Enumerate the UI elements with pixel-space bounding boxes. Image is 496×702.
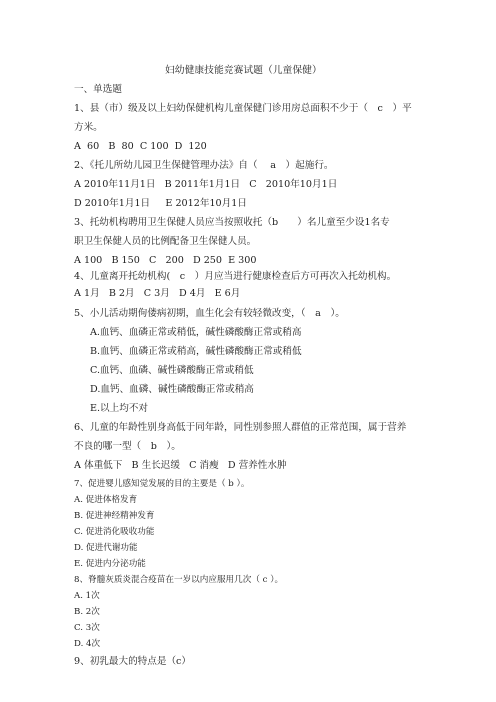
q5-option-a: A.血钙、血磷正常或稍低，碱性磷酸酶正常或稍高 xyxy=(90,327,302,338)
q7-stem: 7、促进婴儿感知觉发展的目的主要是（ b ）。 xyxy=(74,479,250,489)
q1-stem-line2: 方米。 xyxy=(74,122,103,133)
section-heading: 一、单选题 xyxy=(74,84,122,95)
q4-options: A 1月 B 2月 C 3月 D 4月 E 6月 xyxy=(74,288,241,299)
q6-options: A 体重低下 B 生长迟缓 C 消瘦 D 营养性水肿 xyxy=(74,460,287,471)
q6-stem-line2: 不良的哪一型（ b ）。 xyxy=(74,441,181,452)
q7-option-b: B. 促进神经精神发育 xyxy=(74,511,155,521)
q2-stem: 2、《托儿所幼儿园卫生保健管理办法》自（ a ）起施行。 xyxy=(74,160,334,171)
q9-stem: 9、初乳最大的特点是（c） xyxy=(74,656,192,667)
q1-stem-line1: 1、县（市）级及以上妇幼保健机构儿童保健门诊用房总面积不少于（ c ）平 xyxy=(74,103,412,114)
q5-option-c: C.血钙、血磷、碱性磷酸酶正常或稍低 xyxy=(90,365,254,376)
q3-stem-line1: 3、托幼机构聘用卫生保健人员应当按照收托（b ）名儿童至少设1名专 xyxy=(74,217,390,228)
q3-options: A 100 B 150 C 200 D 250 E 300 xyxy=(74,255,257,266)
q8-option-a: A. 1次 xyxy=(74,591,100,601)
q1-options: A 60 B 80 C 100 D 120 xyxy=(74,141,207,152)
q8-stem: 8、脊髓灰质炎混合疫苗在一岁以内应服用几次（ c ）。 xyxy=(74,575,284,585)
q6-stem-line1: 6、儿童的年龄性别身高低于同年龄，同性别参照人群值的正常范围，属于营养 xyxy=(74,422,407,433)
q8-option-b: B. 2次 xyxy=(74,607,100,617)
page-title: 妇幼健康技能竞赛试题（儿童保健） xyxy=(165,65,322,76)
q4-stem: 4、儿童离开托幼机构( c ）月应当进行健康检查后方可再次入托幼机构。 xyxy=(74,271,397,282)
q7-option-d: D. 促进代谢功能 xyxy=(74,543,138,553)
q2-options-line1: A 2010年11月1日 B 2011年1月1日 C 2010年10月1日 xyxy=(74,179,338,190)
q5-option-d: D.血钙、血磷、碱性磷酸酶正常或稍高 xyxy=(90,384,254,395)
q8-option-c: C. 3次 xyxy=(74,623,100,633)
q5-option-b: B.血钙、血磷正常或稍高，碱性磷酸酶正常或稍低 xyxy=(90,346,302,357)
q7-option-a: A. 促进体格发育 xyxy=(74,495,138,505)
q3-stem-line2: 职卫生保健人员的比例配备卫生保健人员。 xyxy=(74,236,257,247)
q7-option-c: C. 促进消化吸收功能 xyxy=(74,527,155,537)
q5-option-e: E.以上均不对 xyxy=(90,403,149,414)
q8-option-d: D. 4次 xyxy=(74,639,101,649)
q2-options-line2: D 2010年1月1日 E 2012年10月1日 xyxy=(74,198,247,209)
q7-option-e: E. 促进内分泌功能 xyxy=(74,559,146,569)
q5-stem: 5、小儿活动期佝偻病初期，血生化会有较轻微改变，（ a ）。 xyxy=(74,308,345,319)
